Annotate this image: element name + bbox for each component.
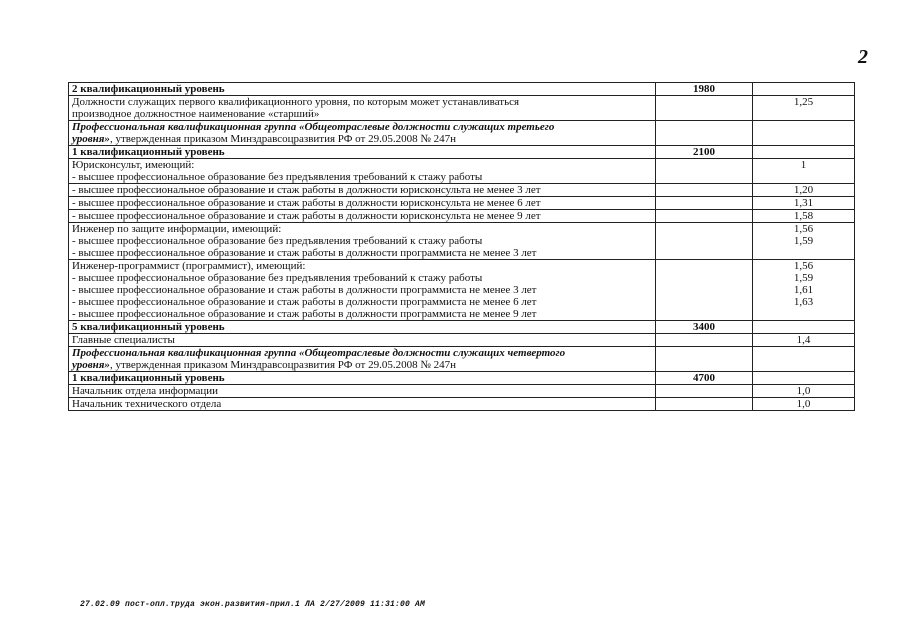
coefficient (753, 121, 855, 146)
position-line: - высшее профессиональное образование и стаж работы в должности программиста не менее 9 лет (72, 308, 537, 320)
coefficient (753, 372, 855, 385)
base-salary (656, 184, 753, 197)
coefficient: 1,0 (753, 398, 855, 411)
coefficient: 1,25 (753, 96, 855, 121)
position-line: - высшее профессиональное образование и стаж работы в должности программиста не менее 6 лет (72, 296, 537, 308)
position-cell (69, 159, 656, 184)
coefficient (753, 223, 855, 260)
group-heading (69, 347, 656, 372)
coefficient-value: 1,63 (793, 296, 814, 308)
coefficient (753, 321, 855, 334)
level-heading: 1 квалификационный уровень (69, 146, 656, 159)
base-salary: 2100 (656, 146, 753, 159)
position-cell: Начальник технического отдела (69, 398, 656, 411)
level-heading: 5 квалификационный уровень (69, 321, 656, 334)
position-line: - высшее профессиональное образование без предъявления требований к стажу работы (72, 272, 483, 284)
coefficient (753, 260, 855, 321)
coefficient-value: 1,59 (793, 235, 814, 247)
group-order-text: , утвержденная приказом Минздравсоцразвития РФ от 29.05.2008 № 247н (109, 359, 456, 371)
base-salary: 4700 (656, 372, 753, 385)
page-number: 2 (858, 46, 868, 68)
table-row (69, 83, 855, 96)
table-row (69, 223, 855, 260)
table-row (69, 96, 855, 121)
table-row (69, 385, 855, 398)
position-cell: - высшее профессиональное образование и стаж работы в должности юрисконсульта не менее 9 лет (69, 210, 656, 223)
table-row (69, 334, 855, 347)
group-title-line: Профессиональная квалификационная группа «Общеотраслевые должности служащих третьего (72, 121, 555, 133)
table-row (69, 321, 855, 334)
position-line: Должности служащих первого квалификационного уровня, по которым может устанавливаться (72, 96, 520, 108)
salary-table (68, 82, 855, 411)
table-row (69, 372, 855, 385)
position-cell: - высшее профессиональное образование и стаж работы в должности юрисконсульта не менее 3 лет (69, 184, 656, 197)
coefficient (753, 83, 855, 96)
coefficient-value: 1,56 (793, 223, 814, 235)
coefficient: 1,31 (753, 197, 855, 210)
position-cell (69, 96, 656, 121)
level-heading: 2 квалификационный уровень (69, 83, 656, 96)
base-salary (656, 334, 753, 347)
table-row (69, 347, 855, 372)
position-line: Инженер-программист (программист), имеющий: (72, 260, 306, 272)
group-heading (69, 121, 656, 146)
coefficient: 1,20 (753, 184, 855, 197)
base-salary (656, 197, 753, 210)
coefficient-value: 1,56 (793, 260, 814, 272)
coefficient: 1,58 (753, 210, 855, 223)
group-title-line: уровня» (72, 359, 110, 371)
position-line: - высшее профессиональное образование и стаж работы в должности программиста не менее 3 лет (72, 284, 537, 296)
base-salary (656, 398, 753, 411)
base-salary (656, 223, 753, 260)
table-row (69, 121, 855, 146)
table-row (69, 159, 855, 184)
base-salary: 1980 (656, 83, 753, 96)
coefficient (753, 347, 855, 372)
base-salary (656, 159, 753, 184)
position-cell: Начальник отдела информации (69, 385, 656, 398)
table-row (69, 398, 855, 411)
base-salary (656, 260, 753, 321)
base-salary (656, 210, 753, 223)
coefficient (753, 146, 855, 159)
base-salary (656, 96, 753, 121)
position-cell: Главные специалисты (69, 334, 656, 347)
position-cell (69, 260, 656, 321)
document-footer: 27.02.09 пост-опл.труда экон.развития-прил.1 ЛА 2/27/2009 11:31:00 AM (80, 600, 426, 609)
group-order-text: , утвержденная приказом Минздравсоцразвития РФ от 29.05.2008 № 247н (109, 133, 456, 145)
table-row (69, 197, 855, 210)
position-line: - высшее профессиональное образование без предъявления требований к стажу работы (72, 235, 483, 247)
position-line: производное должностное наименование «старший» (72, 108, 320, 120)
table-row (69, 260, 855, 321)
group-title-line: Профессиональная квалификационная группа «Общеотраслевые должности служащих четвертого (72, 347, 566, 359)
table-row (69, 146, 855, 159)
position-line: - высшее профессиональное образование без предъявления требований к стажу работы (72, 171, 483, 183)
position-line: - высшее профессиональное образование и стаж работы в должности программиста не менее 3 лет (72, 247, 537, 259)
level-heading: 1 квалификационный уровень (69, 372, 656, 385)
position-cell (69, 223, 656, 260)
position-line: Юрисконсульт, имеющий: (72, 159, 195, 171)
coefficient-value: 1,61 (793, 284, 814, 296)
base-salary (656, 347, 753, 372)
coefficient: 1,4 (753, 334, 855, 347)
coefficient-value: 1,59 (793, 272, 814, 284)
coefficient: 1 (753, 159, 855, 184)
coefficient: 1,0 (753, 385, 855, 398)
position-cell: - высшее профессиональное образование и стаж работы в должности юрисконсульта не менее 6 лет (69, 197, 656, 210)
table-row (69, 210, 855, 223)
base-salary (656, 385, 753, 398)
position-line: Инженер по защите информации, имеющий: (72, 223, 282, 235)
base-salary: 3400 (656, 321, 753, 334)
table-row (69, 184, 855, 197)
group-title-line: уровня» (72, 133, 110, 145)
base-salary (656, 121, 753, 146)
